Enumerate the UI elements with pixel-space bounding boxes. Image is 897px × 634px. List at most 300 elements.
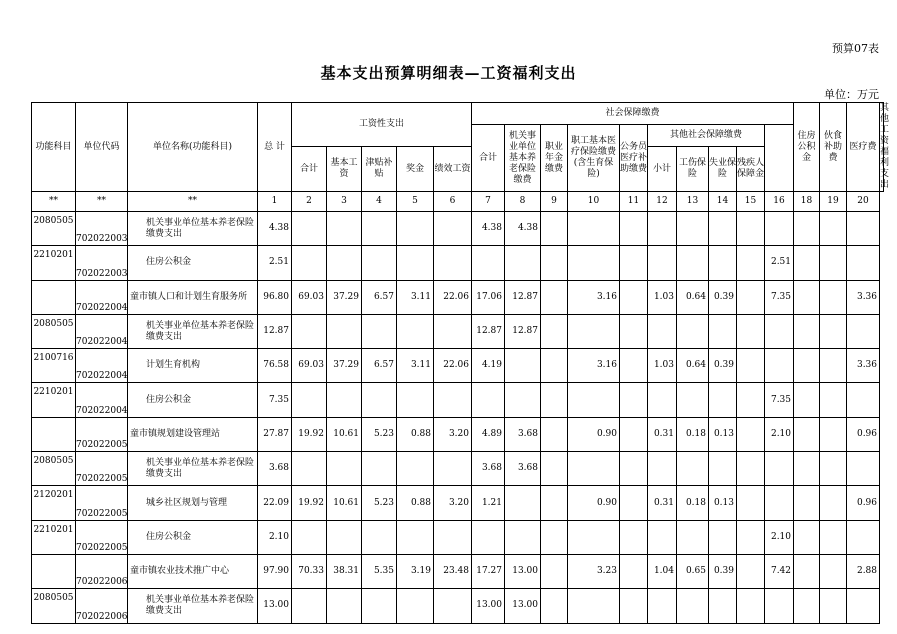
header-social-group: 社会保障缴费	[472, 103, 794, 125]
value-cell: 3.16	[568, 280, 620, 314]
value-cell	[709, 383, 737, 417]
value-cell	[362, 383, 397, 417]
value-cell	[847, 246, 880, 280]
table-row	[32, 246, 884, 280]
unit-code-cell: 702022004	[76, 349, 128, 383]
value-cell	[327, 520, 362, 554]
index-cell: 18	[794, 192, 820, 212]
index-cell: **	[32, 192, 76, 212]
value-cell	[677, 246, 709, 280]
value-cell	[327, 314, 362, 348]
value-cell: 0.31	[648, 417, 677, 451]
value-cell	[794, 212, 820, 246]
table-body	[32, 212, 884, 624]
value-cell	[472, 246, 505, 280]
value-cell: 3.36	[847, 280, 880, 314]
value-cell	[434, 452, 472, 486]
header-other-social-group: 其他社会保障缴费	[648, 125, 765, 147]
unit-name-cell: 住房公积金	[128, 520, 258, 554]
header-merit: 绩效工资	[434, 147, 472, 192]
value-cell	[794, 486, 820, 520]
index-cell: 20	[847, 192, 880, 212]
value-cell	[677, 212, 709, 246]
value-cell: 38.31	[327, 554, 362, 588]
value-cell	[292, 246, 327, 280]
value-cell: 69.03	[292, 280, 327, 314]
header-annuity: 职业年金缴费	[541, 125, 568, 192]
func-code-cell: 2210201	[32, 520, 76, 554]
value-cell: 22.06	[434, 280, 472, 314]
value-cell	[820, 452, 847, 486]
func-code-cell: 2120201	[32, 486, 76, 520]
value-cell: 0.65	[677, 554, 709, 588]
value-cell	[737, 246, 765, 280]
value-cell: 37.29	[327, 280, 362, 314]
value-cell	[292, 314, 327, 348]
func-code-cell	[32, 417, 76, 451]
header-allowance: 津贴补贴	[362, 147, 397, 192]
func-code-cell: 2210201	[32, 246, 76, 280]
value-cell	[362, 589, 397, 623]
value-cell	[541, 486, 568, 520]
value-cell	[620, 554, 648, 588]
unit-name-cell: 机关事业单位基本养老保险缴费支出	[128, 314, 258, 348]
value-cell	[737, 417, 765, 451]
value-cell	[794, 349, 820, 383]
value-cell	[677, 520, 709, 554]
func-code-cell: 2100716	[32, 349, 76, 383]
value-cell: 10.61	[327, 486, 362, 520]
value-cell	[434, 246, 472, 280]
value-cell	[620, 452, 648, 486]
value-cell	[847, 589, 880, 623]
value-cell	[362, 452, 397, 486]
table-row	[32, 486, 884, 520]
value-cell: 3.11	[397, 349, 434, 383]
index-cell: 11	[620, 192, 648, 212]
table-row	[32, 314, 884, 348]
value-cell: 17.27	[472, 554, 505, 588]
value-cell	[505, 520, 541, 554]
value-cell	[765, 349, 794, 383]
value-cell	[327, 383, 362, 417]
unit-code-cell: 702022005	[76, 520, 128, 554]
value-cell	[434, 383, 472, 417]
value-cell: 23.48	[434, 554, 472, 588]
index-row	[32, 192, 884, 212]
value-cell	[620, 520, 648, 554]
value-cell	[541, 212, 568, 246]
value-cell	[620, 212, 648, 246]
index-cell: 7	[472, 192, 505, 212]
value-cell: 0.96	[847, 486, 880, 520]
unit-code-cell: 702022004	[76, 280, 128, 314]
value-cell	[541, 246, 568, 280]
value-cell	[737, 314, 765, 348]
value-cell: 76.58	[258, 349, 292, 383]
value-cell: 13.00	[472, 589, 505, 623]
func-code-cell	[32, 554, 76, 588]
value-cell: 4.89	[472, 417, 505, 451]
value-cell: 0.13	[709, 486, 737, 520]
value-cell: 0.90	[568, 486, 620, 520]
value-cell	[541, 383, 568, 417]
value-cell	[362, 314, 397, 348]
value-cell: 6.57	[362, 349, 397, 383]
value-cell: 3.68	[505, 452, 541, 486]
index-cell: 16	[765, 192, 794, 212]
value-cell	[794, 314, 820, 348]
value-cell	[541, 314, 568, 348]
func-code-cell	[32, 280, 76, 314]
value-cell	[765, 589, 794, 623]
unit-name-cell: 计划生育机构	[128, 349, 258, 383]
unit-name-cell: 城乡社区规划与管理	[128, 486, 258, 520]
unit-name-cell: 机关事业单位基本养老保险缴费支出	[128, 212, 258, 246]
value-cell: 19.92	[292, 486, 327, 520]
value-cell: 3.20	[434, 486, 472, 520]
value-cell	[737, 212, 765, 246]
value-cell: 10.61	[327, 417, 362, 451]
index-cell: 13	[677, 192, 709, 212]
index-cell: 10	[568, 192, 620, 212]
budget-table	[31, 102, 890, 624]
value-cell	[820, 417, 847, 451]
unit-name-cell: 机关事业单位基本养老保险缴费支出	[128, 589, 258, 623]
value-cell: 12.87	[472, 314, 505, 348]
table-header	[32, 103, 890, 212]
value-cell	[620, 349, 648, 383]
value-cell	[327, 589, 362, 623]
value-cell	[472, 520, 505, 554]
value-cell	[709, 589, 737, 623]
value-cell	[434, 589, 472, 623]
value-cell	[737, 383, 765, 417]
value-cell	[737, 452, 765, 486]
index-cell: 2	[292, 192, 327, 212]
header-func-code: 功能科目	[32, 103, 76, 192]
header-food: 伙食补助费	[820, 103, 847, 192]
value-cell: 13.00	[505, 554, 541, 588]
value-cell	[709, 452, 737, 486]
table-row	[32, 417, 884, 451]
value-cell	[568, 589, 620, 623]
value-cell	[397, 452, 434, 486]
value-cell	[292, 212, 327, 246]
unit-name-cell: 机关事业单位基本养老保险缴费支出	[128, 452, 258, 486]
index-cell: 8	[505, 192, 541, 212]
value-cell	[765, 212, 794, 246]
value-cell	[847, 520, 880, 554]
table-row	[32, 554, 884, 588]
func-code-cell: 2080505	[32, 589, 76, 623]
value-cell: 7.35	[765, 280, 794, 314]
value-cell	[292, 520, 327, 554]
value-cell	[677, 452, 709, 486]
unit-code-cell: 702022003	[76, 212, 128, 246]
unit-name-cell: 童市镇人口和计划生育服务所	[128, 280, 258, 314]
value-cell: 2.51	[258, 246, 292, 280]
value-cell: 0.96	[847, 417, 880, 451]
value-cell: 96.80	[258, 280, 292, 314]
value-cell: 13.00	[505, 589, 541, 623]
value-cell	[847, 212, 880, 246]
unit-code-cell: 702022004	[76, 314, 128, 348]
table-row	[32, 589, 884, 623]
unit-code-cell: 702022005	[76, 452, 128, 486]
header-unemployment: 失业保险	[709, 147, 737, 192]
value-cell: 6.57	[362, 280, 397, 314]
value-cell	[327, 212, 362, 246]
value-cell	[847, 452, 880, 486]
value-cell: 5.23	[362, 417, 397, 451]
value-cell: 2.88	[847, 554, 880, 588]
index-cell: 5	[397, 192, 434, 212]
value-cell: 0.88	[397, 417, 434, 451]
value-cell: 1.04	[648, 554, 677, 588]
func-code-cell: 2080505	[32, 452, 76, 486]
value-cell	[765, 486, 794, 520]
value-cell	[648, 383, 677, 417]
header-total: 总 计	[258, 103, 292, 192]
index-cell: **	[128, 192, 258, 212]
value-cell	[397, 314, 434, 348]
value-cell: 22.09	[258, 486, 292, 520]
value-cell	[362, 520, 397, 554]
value-cell: 3.36	[847, 349, 880, 383]
value-cell	[677, 383, 709, 417]
value-cell: 4.38	[505, 212, 541, 246]
value-cell: 0.39	[709, 280, 737, 314]
value-cell	[327, 452, 362, 486]
value-cell	[709, 246, 737, 280]
header-unit-code: 单位代码	[76, 103, 128, 192]
value-cell	[765, 314, 794, 348]
value-cell	[397, 520, 434, 554]
value-cell	[677, 589, 709, 623]
value-cell	[737, 280, 765, 314]
value-cell: 7.35	[765, 383, 794, 417]
value-cell	[820, 589, 847, 623]
value-cell	[397, 589, 434, 623]
index-cell: 3	[327, 192, 362, 212]
value-cell	[737, 554, 765, 588]
value-cell	[648, 246, 677, 280]
header-unit-name: 单位名称(功能科目)	[128, 103, 258, 192]
index-cell: 19	[820, 192, 847, 212]
value-cell	[648, 212, 677, 246]
header-wage-sum: 合计	[292, 147, 327, 192]
value-cell	[820, 520, 847, 554]
value-cell: 1.21	[472, 486, 505, 520]
value-cell: 2.10	[765, 520, 794, 554]
header-bonus: 奖金	[397, 147, 434, 192]
value-cell	[541, 452, 568, 486]
value-cell	[505, 383, 541, 417]
value-cell: 2.51	[765, 246, 794, 280]
func-code-cell: 2080505	[32, 314, 76, 348]
index-cell: 15	[737, 192, 765, 212]
value-cell	[568, 246, 620, 280]
value-cell	[820, 212, 847, 246]
value-cell	[397, 246, 434, 280]
value-cell: 3.16	[568, 349, 620, 383]
value-cell	[794, 383, 820, 417]
value-cell	[620, 486, 648, 520]
value-cell: 3.68	[472, 452, 505, 486]
unit-code-cell: 702022003	[76, 246, 128, 280]
value-cell	[434, 314, 472, 348]
value-cell	[794, 520, 820, 554]
value-cell: 0.88	[397, 486, 434, 520]
value-cell	[709, 520, 737, 554]
value-cell	[541, 280, 568, 314]
index-cell: 12	[648, 192, 677, 212]
value-cell	[847, 383, 880, 417]
value-cell	[794, 452, 820, 486]
value-cell	[737, 589, 765, 623]
value-cell: 22.06	[434, 349, 472, 383]
value-cell: 0.39	[709, 349, 737, 383]
value-cell: 7.35	[258, 383, 292, 417]
header-housing: 住房公积金	[794, 103, 820, 192]
value-cell	[820, 246, 847, 280]
value-cell	[505, 349, 541, 383]
value-cell: 13.00	[258, 589, 292, 623]
value-cell	[648, 314, 677, 348]
value-cell: 3.68	[258, 452, 292, 486]
value-cell	[820, 349, 847, 383]
value-cell: 0.31	[648, 486, 677, 520]
func-code-cell: 2080505	[32, 212, 76, 246]
value-cell: 17.06	[472, 280, 505, 314]
value-cell	[541, 417, 568, 451]
value-cell	[820, 280, 847, 314]
value-cell	[648, 452, 677, 486]
unit-code-cell: 702022006	[76, 554, 128, 588]
value-cell	[737, 486, 765, 520]
value-cell	[620, 314, 648, 348]
value-cell	[541, 520, 568, 554]
value-cell	[820, 486, 847, 520]
value-cell: 12.87	[505, 314, 541, 348]
unit-name-cell: 童市镇农业技术推广中心	[128, 554, 258, 588]
index-cell: **	[76, 192, 128, 212]
header-other-wage: 其他工资福利支出	[880, 103, 890, 190]
value-cell: 7.42	[765, 554, 794, 588]
value-cell	[794, 554, 820, 588]
unit-code-cell: 702022004	[76, 383, 128, 417]
value-cell: 3.11	[397, 280, 434, 314]
value-cell	[434, 212, 472, 246]
value-cell: 12.87	[505, 280, 541, 314]
header-social-sum: 合计	[472, 125, 505, 192]
value-cell	[472, 383, 505, 417]
unit-code-cell: 702022005	[76, 417, 128, 451]
value-cell: 70.33	[292, 554, 327, 588]
value-cell	[794, 417, 820, 451]
value-cell	[677, 314, 709, 348]
value-cell	[541, 589, 568, 623]
unit-label: 单位：万元	[824, 88, 879, 101]
value-cell: 3.20	[434, 417, 472, 451]
value-cell: 5.23	[362, 486, 397, 520]
value-cell: 1.03	[648, 280, 677, 314]
unit-code-cell: 702022006	[76, 589, 128, 623]
header-injury: 工伤保险	[677, 147, 709, 192]
value-cell: 37.29	[327, 349, 362, 383]
value-cell	[648, 520, 677, 554]
value-cell	[292, 452, 327, 486]
value-cell	[568, 383, 620, 417]
value-cell: 0.90	[568, 417, 620, 451]
table-row	[32, 520, 884, 554]
unit-name-cell: 住房公积金	[128, 383, 258, 417]
value-cell	[737, 520, 765, 554]
value-cell	[794, 589, 820, 623]
header-civil-med: 公务员医疗补助缴费	[620, 125, 648, 192]
value-cell	[362, 246, 397, 280]
value-cell	[568, 314, 620, 348]
value-cell	[794, 246, 820, 280]
value-cell	[397, 383, 434, 417]
header-basic-wage: 基本工资	[327, 147, 362, 192]
value-cell	[820, 554, 847, 588]
value-cell: 97.90	[258, 554, 292, 588]
value-cell	[362, 212, 397, 246]
value-cell: 3.68	[505, 417, 541, 451]
index-cell: 4	[362, 192, 397, 212]
value-cell	[505, 246, 541, 280]
page-title: 基本支出预算明细表—工资福利支出	[320, 64, 577, 82]
unit-name-cell: 童市镇规划建设管理站	[128, 417, 258, 451]
unit-name-cell: 住房公积金	[128, 246, 258, 280]
value-cell: 4.19	[472, 349, 505, 383]
index-cell: 1	[258, 192, 292, 212]
unit-code-cell: 702022005	[76, 486, 128, 520]
header-medical: 医疗费	[847, 103, 880, 192]
func-code-cell: 2210201	[32, 383, 76, 417]
value-cell: 4.38	[472, 212, 505, 246]
table-number-label: 预算07表	[832, 42, 879, 55]
value-cell	[620, 246, 648, 280]
value-cell	[820, 383, 847, 417]
value-cell	[620, 417, 648, 451]
value-cell: 2.10	[258, 520, 292, 554]
value-cell	[709, 314, 737, 348]
header-wage-group: 工资性支出	[292, 103, 472, 147]
value-cell: 3.23	[568, 554, 620, 588]
table-row	[32, 280, 884, 314]
table-row	[32, 349, 884, 383]
value-cell	[794, 280, 820, 314]
value-cell: 12.87	[258, 314, 292, 348]
value-cell: 5.35	[362, 554, 397, 588]
value-cell	[648, 589, 677, 623]
value-cell: 69.03	[292, 349, 327, 383]
value-cell	[620, 280, 648, 314]
value-cell	[292, 589, 327, 623]
value-cell: 1.03	[648, 349, 677, 383]
value-cell	[505, 486, 541, 520]
value-cell: 2.10	[765, 417, 794, 451]
value-cell: 4.38	[258, 212, 292, 246]
value-cell: 0.64	[677, 280, 709, 314]
value-cell	[568, 452, 620, 486]
index-cell: 6	[434, 192, 472, 212]
value-cell	[568, 520, 620, 554]
value-cell: 0.64	[677, 349, 709, 383]
